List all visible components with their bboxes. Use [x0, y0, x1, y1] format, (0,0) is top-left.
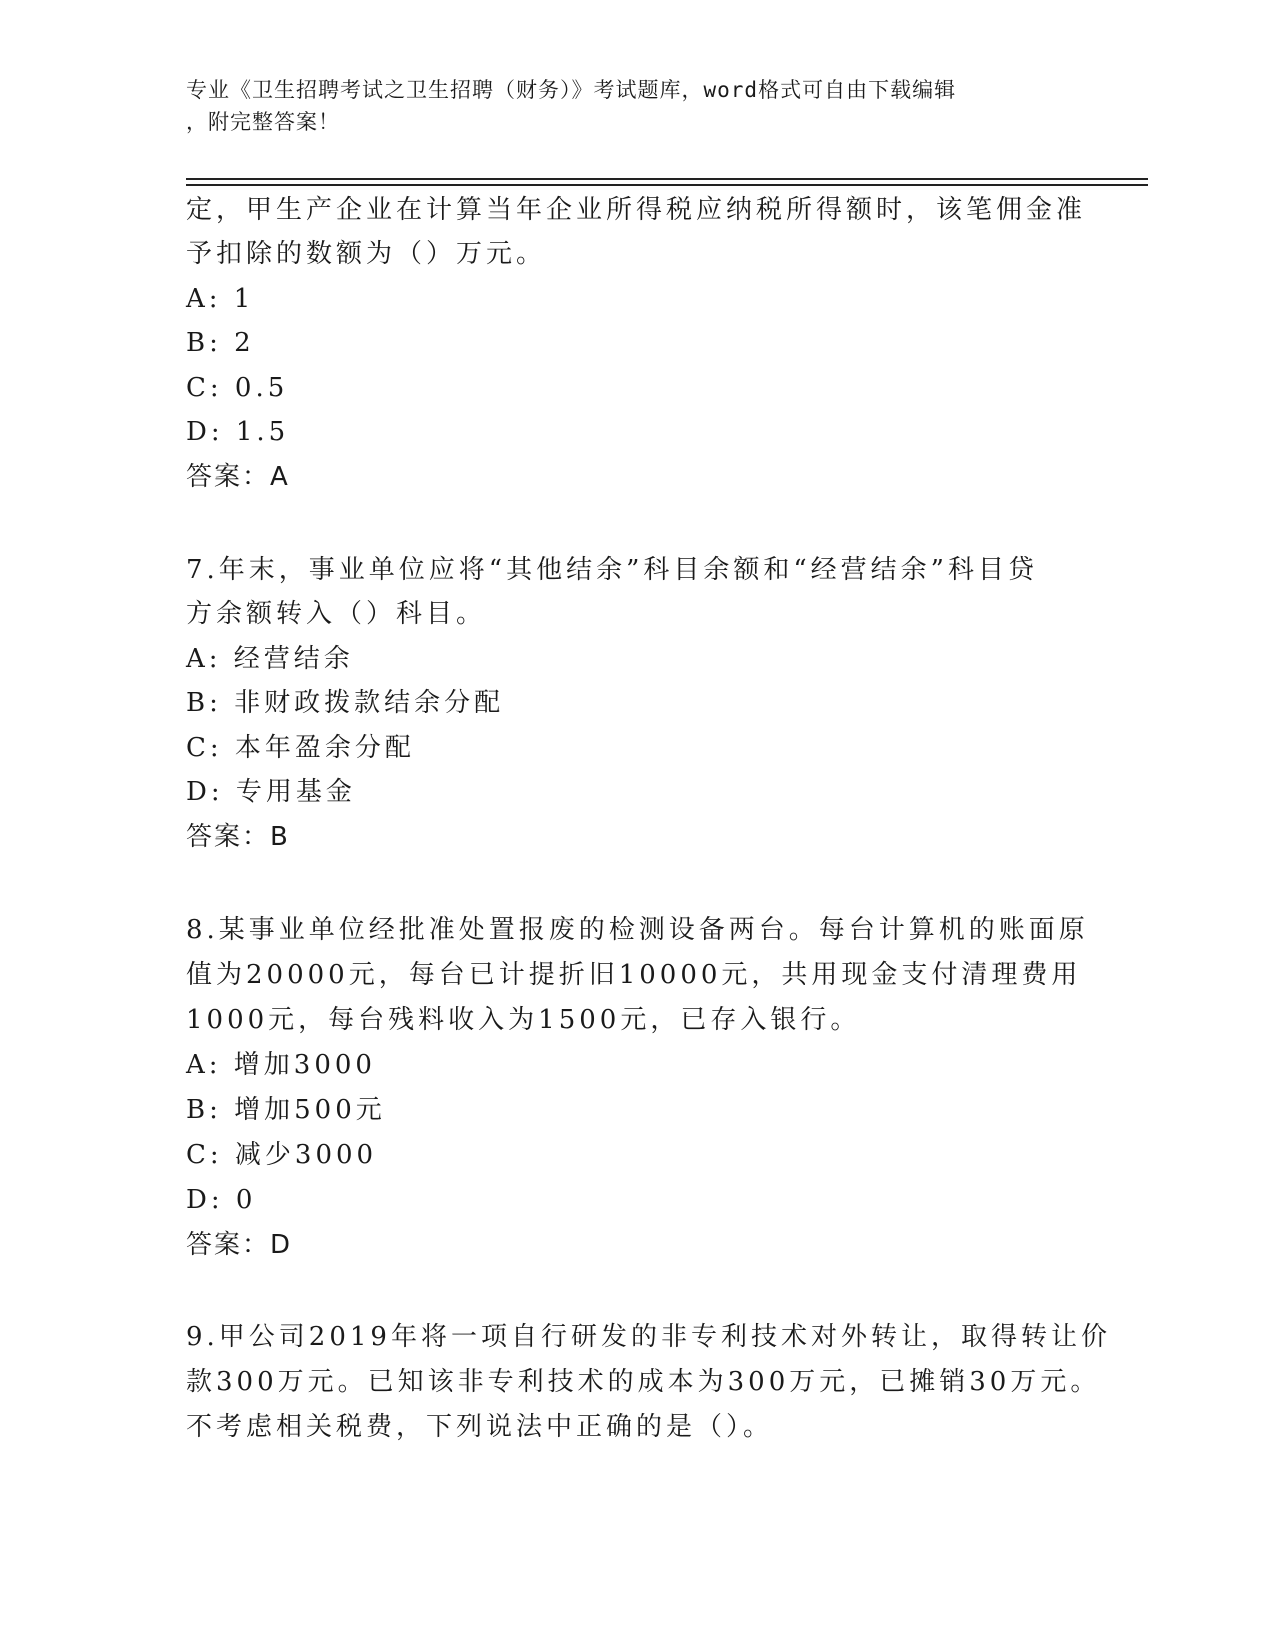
- option-c: C: 0.5: [186, 373, 289, 403]
- answer: 答案：D: [186, 1230, 293, 1260]
- question-text: 9.甲公司2019年将一项自行研发的非专利技术对外转让，取得转让价: [186, 1322, 1111, 1352]
- question-text: 不考虑相关税费，下列说法中正确的是（）。: [186, 1412, 774, 1442]
- question-text: 定，甲生产企业在计算当年企业所得税应纳税所得额时，该笔佣金准: [186, 195, 1087, 225]
- option-d: D: 0: [186, 1185, 257, 1215]
- answer: 答案：B: [186, 822, 290, 852]
- question-text: 1000元，每台残料收入为1500元，已存入银行。: [186, 1005, 861, 1035]
- header-line-2: ，附完整答案！: [186, 110, 340, 134]
- option-c: C: 减少3000: [186, 1140, 378, 1170]
- option-d: D: 专用基金: [186, 777, 356, 807]
- header-rule-top: [186, 178, 1148, 180]
- question-text: 8.某事业单位经批准处置报废的检测设备两台。每台计算机的账面原: [186, 915, 1089, 945]
- question-text: 值为20000元，每台已计提折旧10000元，共用现金支付清理费用: [186, 960, 1082, 990]
- option-d: D: 1.5: [186, 417, 290, 447]
- header-rule-bottom: [186, 184, 1148, 186]
- option-a: A: 增加3000: [186, 1050, 376, 1080]
- answer: 答案：A: [186, 462, 290, 492]
- header-line-1: 专业《卫生招聘考试之卫生招聘（财务）》考试题库，word格式可自由下载编辑: [186, 78, 957, 102]
- option-b: B: 增加500元: [186, 1095, 386, 1125]
- option-a: A: 经营结余: [186, 644, 354, 674]
- question-text: 予扣除的数额为（）万元。: [186, 239, 547, 269]
- document-header: [186, 74, 1066, 138]
- option-c: C: 本年盈余分配: [186, 733, 415, 763]
- question-text: 款300万元。已知该非专利技术的成本为300万元，已摊销30万元。: [186, 1367, 1101, 1397]
- option-a: A: 1: [186, 284, 255, 314]
- question-text: 方余额转入（）科目。: [186, 599, 487, 629]
- option-b: B: 非财政拨款结余分配: [186, 688, 505, 718]
- question-text: 7.年末，事业单位应将“其他结余”科目余额和“经营结余”科目贷: [186, 555, 1038, 585]
- option-b: B: 2: [186, 328, 255, 358]
